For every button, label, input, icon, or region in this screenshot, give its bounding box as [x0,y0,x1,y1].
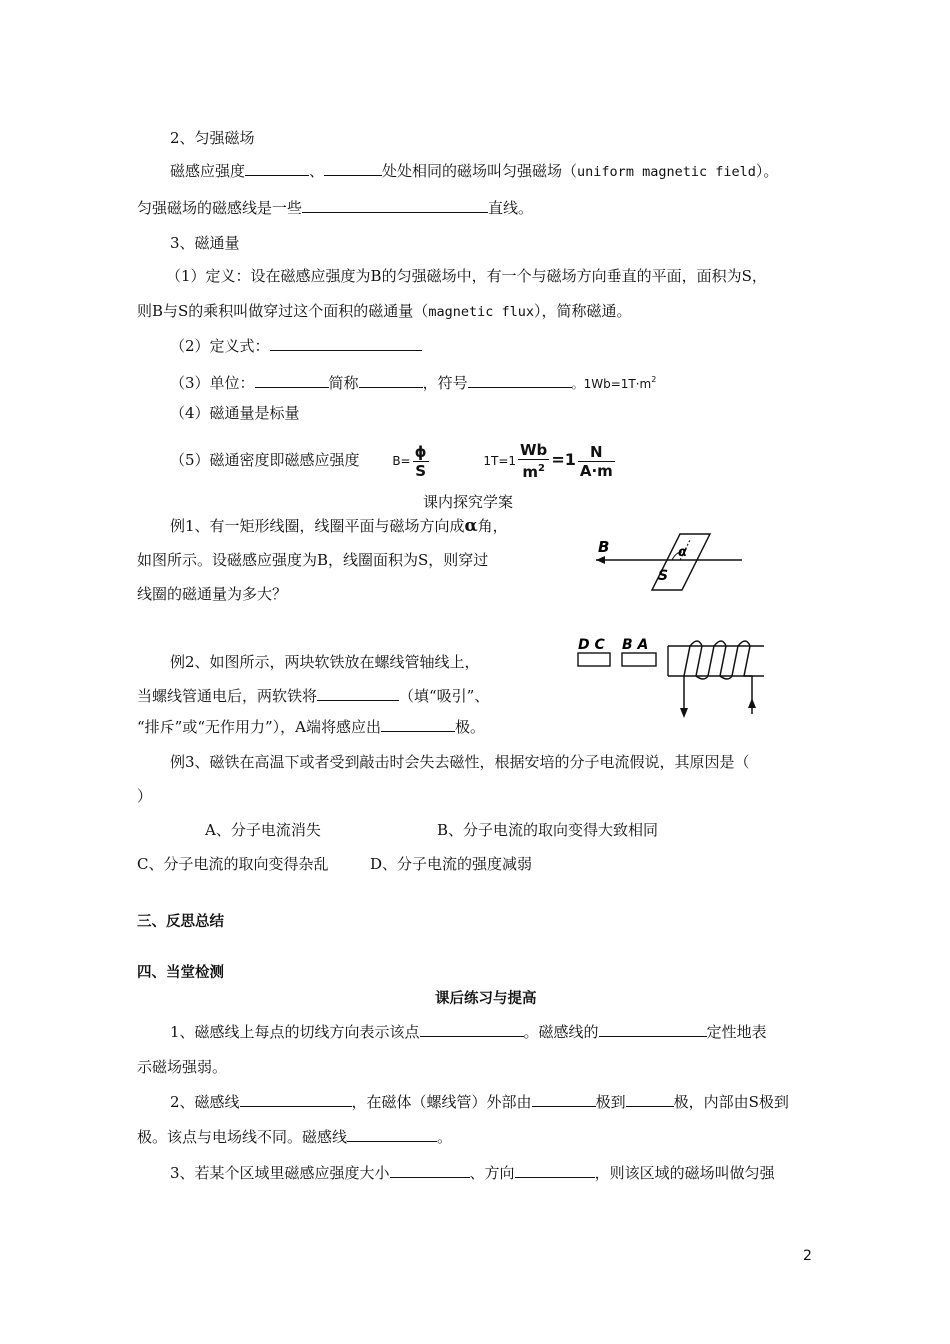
section3-definition-line2: 则B与S的乘积叫做穿过这个面积的磁通量（magnetic flux），简称磁通。 [137,302,632,320]
example1-line3: 线圈的磁通量为多大？ [137,585,288,603]
blank [420,1022,524,1037]
heading-reflection: 三、反思总结 [137,914,224,930]
blank [245,161,309,176]
arrow-down-icon [680,708,688,718]
example3-option-b: B、分子电流的取向变得大致相同 [437,821,659,839]
example3-option-d: D、分子电流的强度减弱 [370,855,533,873]
blank [468,373,572,388]
blank [359,373,423,388]
arrow-left-icon [596,556,605,564]
section3-formula: （2）定义式： [170,336,422,356]
question3-line1: 3、若某个区域里磁感应强度大小 、方向 ，则该区域的磁场叫做匀强 [170,1164,775,1182]
inclass-title: 课内探究学案 [423,493,514,511]
coil-in-field-figure [592,530,748,594]
question1-line2: 示磁场强弱。 [137,1058,228,1076]
soft-iron-ba [622,653,656,666]
soft-iron-dc [578,653,610,666]
example3-line1: 例3、磁铁在高温下或者受到敲击时会失去磁性，根据安培的分子电流假说，其原因是（ [170,753,750,771]
blank [324,161,382,176]
question2-line1: 2、磁感线 ，在磁体（螺线管）外部由 极到 极，内部由S极到 [170,1093,789,1111]
after-class-title: 课后练习与提高 [435,991,537,1007]
figure-label-ba: B A [622,637,649,653]
blank [240,1092,352,1107]
example2-line1: 例2、如图所示，两块软铁放在螺线管轴线上， [170,653,480,671]
example1-line1: 例1、有一矩形线圈，线圈平面与磁场方向成α角， [170,516,508,536]
figure-label-s: S [658,568,669,584]
example1-line2: 如图所示。设磁感应强度为B，线圈面积为S，则穿过 [137,551,489,569]
phi-over-s-fraction: $\frac{\phi}{S}$ [414,442,427,480]
figure-label-dc: D C [578,637,605,653]
blank [390,1163,470,1178]
blank [255,373,329,388]
section3-scalar: （4）磁通量是标量 [170,404,300,422]
section2-line1: 磁感应强度 、 处处相同的磁场叫匀强磁场（uniform magnetic field）。 [170,162,779,180]
question1-line1: 1、磁感线上每点的切线方向表示该点 。磁感线的 定性地表 [170,1023,767,1041]
question2-line2: 极。该点与电场线不同。磁感线 。 [137,1128,453,1146]
example3-option-a: A、分子电流消失 [205,821,321,839]
section3-unit: （3）单位： 简称 ，符号 。$1Wb=1T\cdot m^2$ [170,374,657,392]
section3-title: 3、磁通量 [170,234,240,252]
blank [515,1163,595,1178]
coil-winding [684,641,752,714]
section2-line2: 匀强磁场的磁感线是一些 直线。 [137,199,534,217]
example2-line2: 当螺线管通电后，两软铁将 （填“吸引”、 [137,687,490,705]
blank [317,686,399,701]
arrow-up-icon [748,698,756,708]
section3-density: （5）磁通密度即磁感应强度 B= $\frac{\phi}{S}$ 1T=1 $\frac{Wb}{m^2}$ =1 $\frac{N}{A\cdot m}$ [170,441,613,481]
blank [270,336,422,351]
example3-option-c: C、分子电流的取向变得杂乱 [137,855,329,873]
section2-title: 2、匀强磁场 [170,129,255,147]
example3-line2: ） [137,787,153,805]
section3-definition-line1: （1）定义：设在磁感应强度为B的匀强磁场中，有一个与磁场方向垂直的平面，面积为S， [166,267,767,285]
heading-check: 四、当堂检测 [137,965,224,981]
blank [599,1022,707,1037]
n-over-am-fraction: $\frac{N}{A\cdot m}$ [579,442,613,480]
example2-line3: “排斥”或“无作用力”），A端将感应出 极。 [137,718,486,736]
page-number: 2 [803,1248,812,1264]
solenoid-figure [574,632,772,720]
blank [347,1127,437,1142]
blank [532,1092,596,1107]
figure-label-alpha: α [678,545,687,560]
blank [302,198,488,213]
blank [626,1092,674,1107]
wb-over-m2-fraction: $\frac{Wb}{m^2}$ [520,441,548,481]
blank [381,717,455,732]
figure-label-b: B [598,538,610,556]
